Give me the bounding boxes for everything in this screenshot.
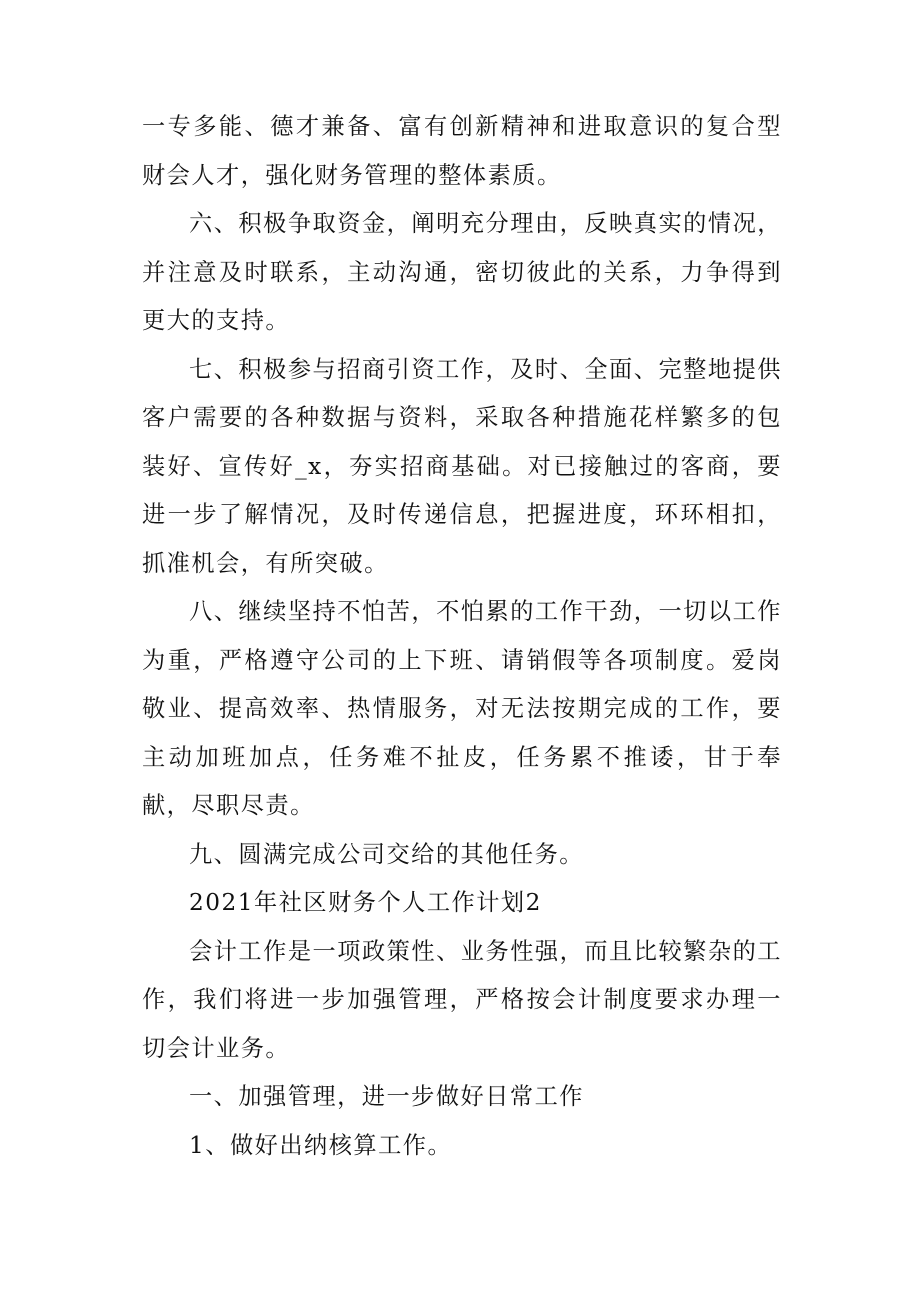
section-title: 2021年社区财务个人工作计划2 (189, 889, 542, 916)
paragraph-continuation: 一专多能、德才兼备、富有创新精神和进取意识的复合型财会人才，强化财务管理的整体素质。 (142, 113, 782, 189)
paragraph-intro: 会计工作是一项政策性、业务性强，而且比较繁杂的工作，我们将进一步加强管理，严格按会计制度要求办理一切会计业务。 (142, 937, 782, 1062)
paragraph-item-nine: 九、圆满完成公司交给的其他任务。 (189, 840, 584, 868)
paragraph-item-seven: 七、积极参与招商引资工作，及时、全面、完整地提供客户需要的各种数据与资料，采取各种措施花样繁多的包装好、宣传好_x，夯实招商基础。对已接触过的客商，要进一步了解情况，及时传递信息，把握进度，环环相扣，抓准机会，有所突破。 (142, 355, 782, 577)
document-page (142, 103, 782, 1170)
list-item-one: 1、做好出纳核算工作。 (189, 1131, 453, 1159)
subheading-one: 一、加强管理，进一步做好日常工作 (189, 1083, 584, 1110)
paragraph-item-six: 六、积极争取资金，阐明充分理由，反映真实的情况，并注意及时联系，主动沟通，密切彼此的关系，力争得到更大的支持。 (142, 210, 782, 334)
paragraph-item-eight: 八、继续坚持不怕苦，不怕累的工作干劲，一切以工作为重，严格遵守公司的上下班、请销假等各项制度。爱岗敬业、提高效率、热情服务，对无法按期完成的工作，要主动加班加点，任务难不扯皮，任务累不推诿，甘于奉献，尽职尽责。 (142, 598, 782, 819)
